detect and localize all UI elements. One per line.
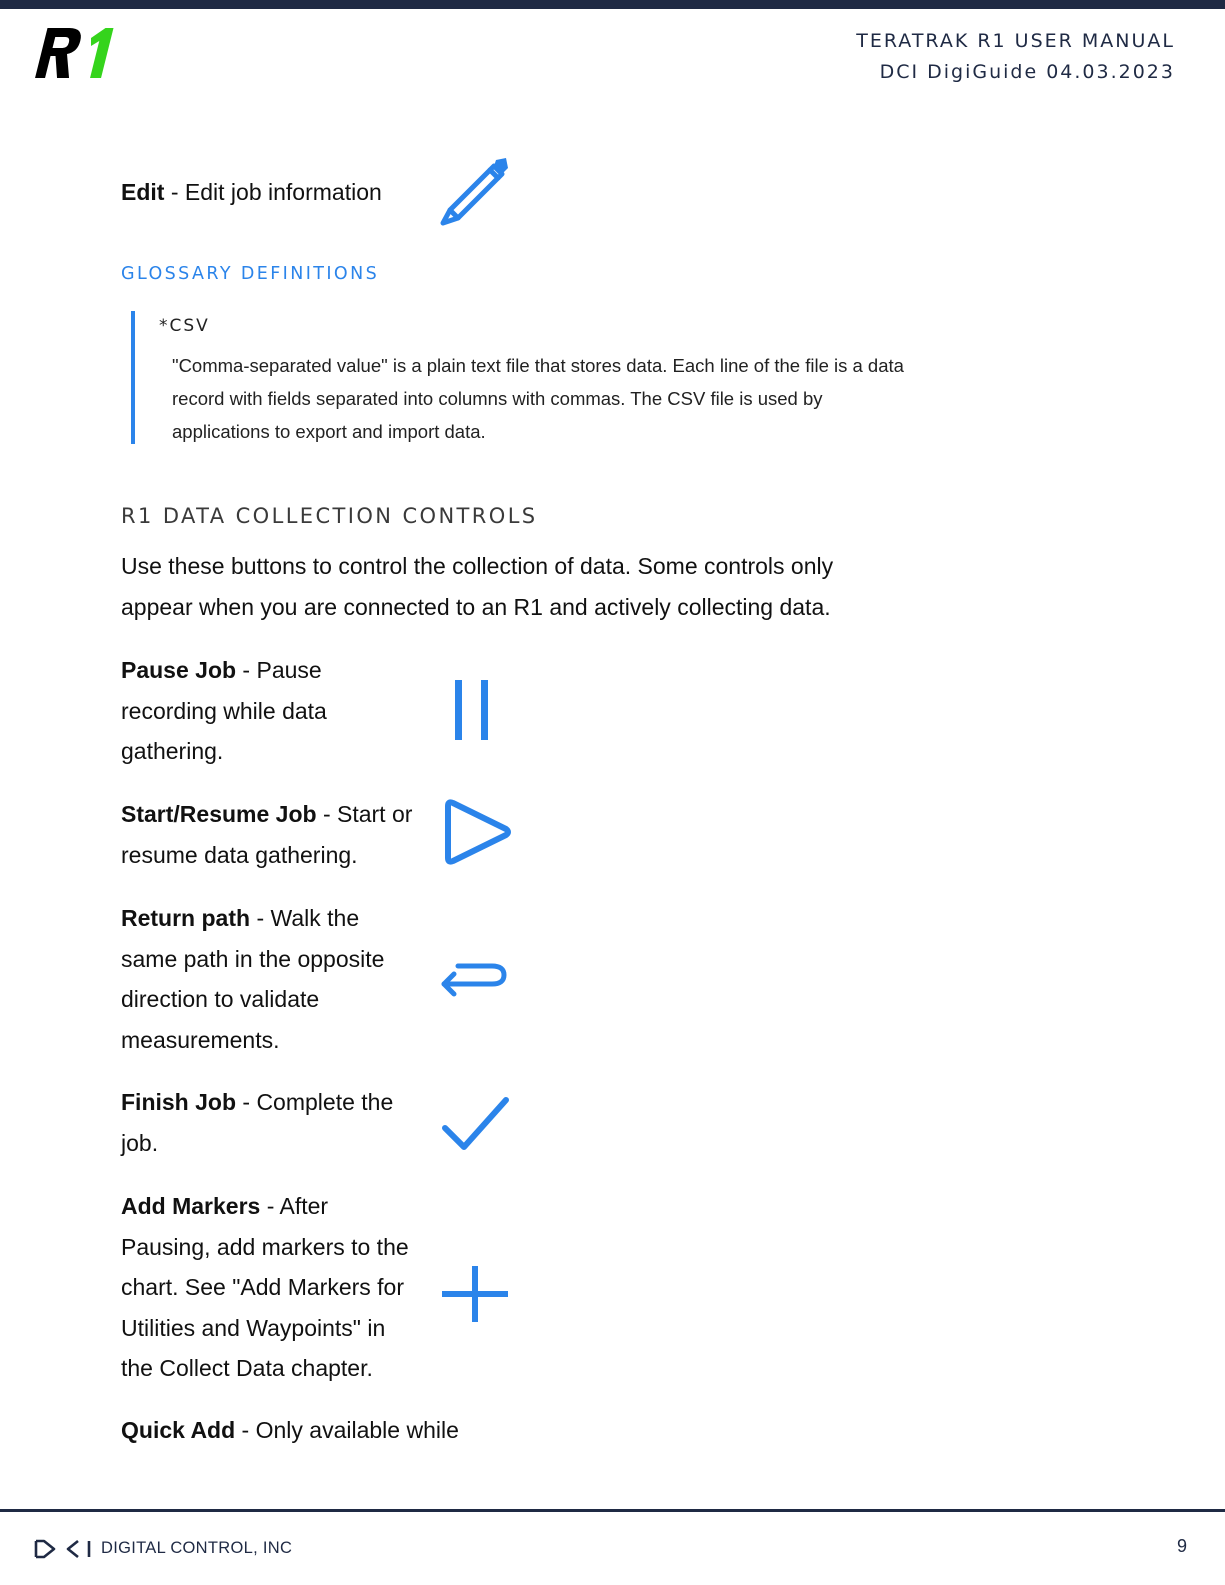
checkmark-icon	[440, 1094, 512, 1154]
edit-term: Edit	[121, 179, 165, 205]
start-resume-desc: - Start or resume data gathering.	[121, 801, 413, 868]
pause-job-description	[121, 650, 371, 772]
pencil-icon	[438, 156, 512, 228]
footer-company: DIGITAL CONTROL, INC	[101, 1539, 293, 1557]
section-title: R1 DATA COLLECTION CONTROLS	[121, 504, 538, 528]
glossary-term: *CSV	[159, 316, 210, 336]
return-arrow-icon	[438, 956, 512, 1004]
pause-job-term: Pause Job	[121, 657, 237, 683]
page-number: 9	[1176, 1536, 1187, 1556]
plus-icon	[440, 1264, 512, 1326]
finish-job-description	[121, 1082, 421, 1163]
quick-add-desc: - Only available while	[235, 1417, 459, 1443]
dci-logo	[34, 1538, 92, 1560]
return-path-description	[121, 898, 421, 1060]
add-markers-description	[121, 1186, 421, 1389]
pause-job-desc: - Pause recording while data gathering.	[121, 657, 327, 764]
quick-add-description	[121, 1410, 541, 1451]
footer-divider	[0, 1509, 1225, 1512]
edit-desc-text: - Edit job information	[164, 179, 382, 205]
glossary-accent-bar	[131, 311, 135, 444]
return-path-term: Return path	[121, 905, 251, 931]
glossary-heading: GLOSSARY DEFINITIONS	[121, 264, 380, 284]
start-resume-description	[121, 794, 421, 875]
manual-title: TERATRAK R1 USER MANUAL	[856, 30, 1175, 52]
add-markers-term: Add Markers	[121, 1193, 261, 1219]
section-intro: Use these buttons to control the collection of data. Some controls only appear when you are connected to an R1 and actively collecting data.	[121, 553, 834, 620]
add-markers-desc: - After Pausing, add markers to the chart. See "Add Markers for Utilities and Waypoints" in the Collect Data chapter.	[121, 1193, 409, 1381]
glossary-definition: "Comma-separated value" is a plain text file that stores data. Each line of the file is a data record with fields separated into columns with commas. The CSV file is used by applications to export and import data.	[172, 355, 904, 442]
quick-add-term: Quick Add	[121, 1417, 236, 1443]
start-resume-term: Start/Resume Job	[121, 801, 317, 827]
finish-job-desc: - Complete the job.	[121, 1089, 394, 1156]
guide-version: DCI DigiGuide 04.03.2023	[879, 61, 1175, 83]
return-path-desc: - Walk the same path in the opposite direction to validate measurements.	[121, 905, 385, 1053]
finish-job-term: Finish Job	[121, 1089, 236, 1115]
r1-logo	[34, 26, 124, 80]
top-border	[0, 0, 1225, 9]
pause-icon	[450, 680, 494, 742]
edit-description	[121, 172, 441, 213]
play-icon	[442, 798, 514, 868]
